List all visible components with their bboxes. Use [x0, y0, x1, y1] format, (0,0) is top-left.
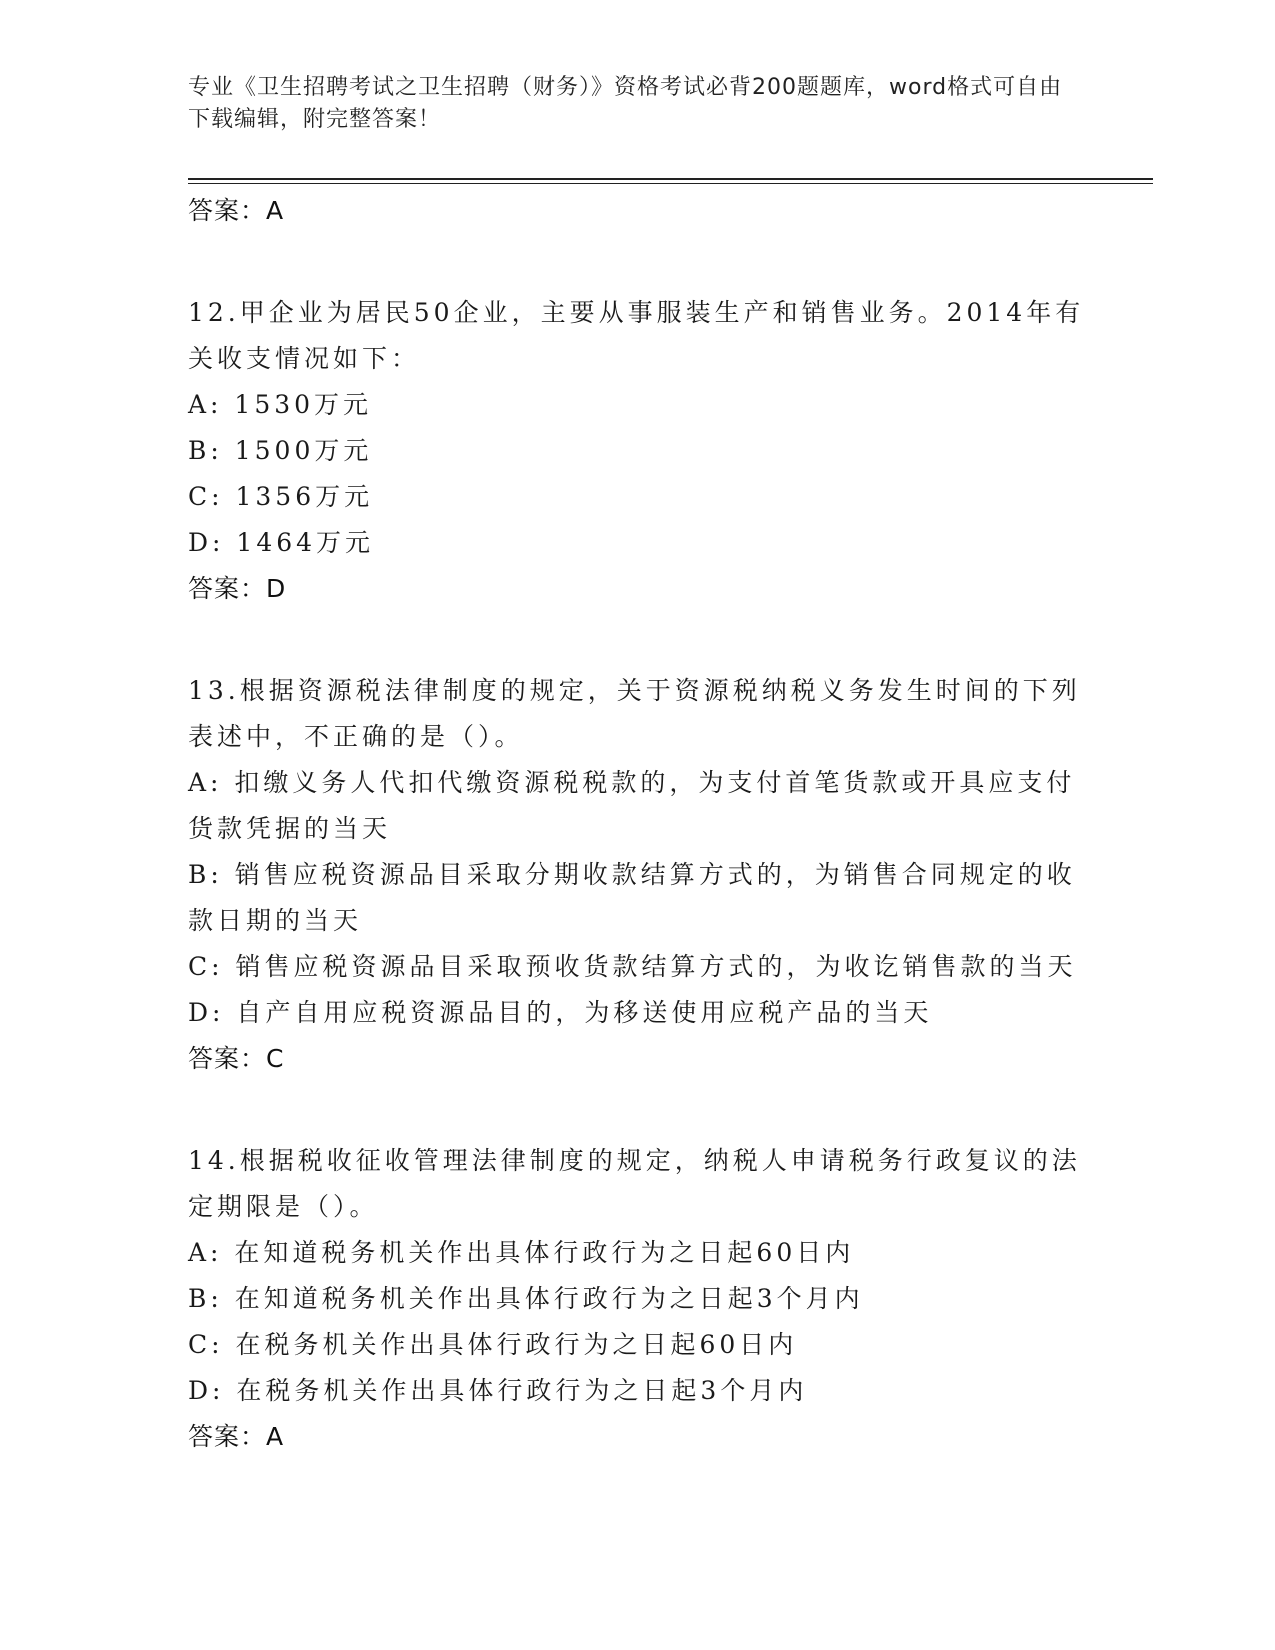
question-14 — [188, 1138, 1088, 1460]
question-stem: 12.甲企业为居民50企业，主要从事服装生产和销售业务。2014年有关收支情况如下： — [188, 298, 1085, 373]
option-c: C: 1356万元 — [188, 482, 374, 511]
option-d: D: 在税务机关作出具体行政行为之日起3个月内 — [188, 1376, 808, 1405]
option-a: A: 1530万元 — [188, 390, 373, 419]
header-rule-thick — [188, 178, 1153, 180]
option-b: B: 1500万元 — [188, 436, 373, 465]
question-13 — [188, 668, 1088, 1082]
answer-line: 答案：D — [188, 574, 287, 603]
document-body — [188, 188, 1088, 1460]
option-a: A: 扣缴义务人代扣代缴资源税税款的，为支付首笔货款或开具应支付货款凭据的当天 — [188, 768, 1076, 843]
question-stem: 14.根据税收征收管理法律制度的规定，纳税人申请税务行政复议的法定期限是（）。 — [188, 1146, 1081, 1221]
answer-line: 答案：A — [188, 196, 285, 225]
option-a: A: 在知道税务机关作出具体行政行为之日起60日内 — [188, 1238, 855, 1267]
option-c: C: 销售应税资源品目采取预收货款结算方式的，为收讫销售款的当天 — [188, 952, 1077, 981]
option-c: C: 在税务机关作出具体行政行为之日起60日内 — [188, 1330, 798, 1359]
option-d: D: 1464万元 — [188, 528, 375, 557]
page-header: 专业《卫生招聘考试之卫生招聘（财务）》资格考试必背200题题库，word格式可自由下载编辑，附完整答案！ — [188, 75, 1063, 132]
answer-line: 答案：C — [188, 1044, 285, 1073]
option-d: D: 自产自用应税资源品目的，为移送使用应税产品的当天 — [188, 998, 933, 1027]
question-12 — [188, 290, 1088, 612]
question-stem: 13.根据资源税法律制度的规定，关于资源税纳税义务发生时间的下列表述中，不正确的是（）。 — [188, 676, 1081, 751]
answer-line: 答案：A — [188, 1422, 285, 1451]
header-rule-thin — [188, 183, 1153, 184]
option-b: B: 销售应税资源品目采取分期收款结算方式的，为销售合同规定的收款日期的当天 — [188, 860, 1076, 935]
option-b: B: 在知道税务机关作出具体行政行为之日起3个月内 — [188, 1284, 864, 1313]
